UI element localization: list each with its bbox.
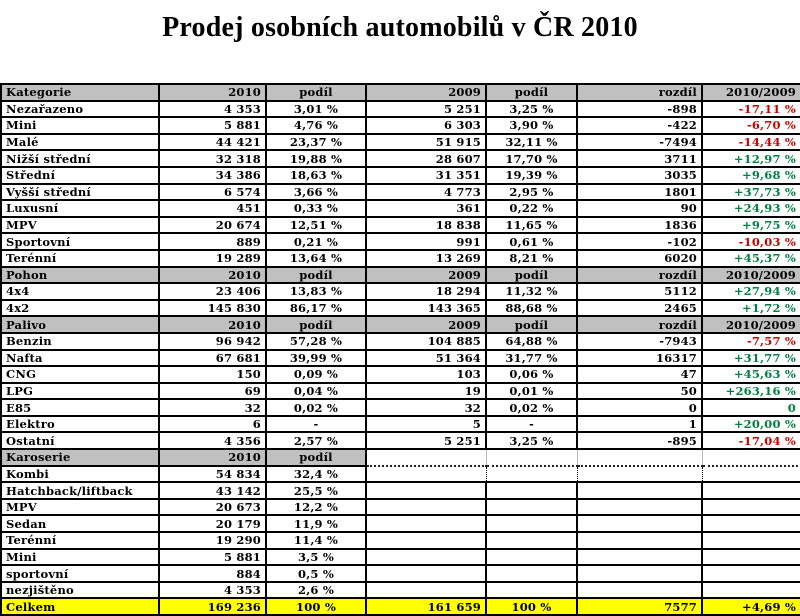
cell xyxy=(702,565,800,582)
row-label: Benzin xyxy=(1,333,159,350)
cell xyxy=(486,532,577,549)
row-label: Nižší střední xyxy=(1,150,159,167)
cell: 11,65 % xyxy=(486,217,577,234)
row-label: Ostatní xyxy=(1,432,159,449)
row-label: Nezařazeno xyxy=(1,101,159,118)
table-row xyxy=(1,350,800,367)
cell: 0,21 % xyxy=(266,233,366,250)
column-header: rozdíl xyxy=(577,316,702,333)
cell: +12,97 % xyxy=(702,150,800,167)
column-header xyxy=(577,449,702,466)
cell: 31,77 % xyxy=(486,350,577,367)
cell: +9,68 % xyxy=(702,167,800,184)
row-label: Vyšší střední xyxy=(1,184,159,201)
table-row xyxy=(1,333,800,350)
row-label: Terénní xyxy=(1,250,159,267)
row-label: CNG xyxy=(1,366,159,383)
cell: +24,93 % xyxy=(702,200,800,217)
cell: 4 356 xyxy=(159,432,266,449)
cell: 0,5 % xyxy=(266,565,366,582)
cell: 0 xyxy=(577,399,702,416)
cell: - xyxy=(266,416,366,433)
cell: 2,6 % xyxy=(266,582,366,599)
cell: 3,25 % xyxy=(486,432,577,449)
cell xyxy=(366,515,486,532)
table-row xyxy=(1,200,800,217)
cell xyxy=(577,515,702,532)
section-header-row-karoserie xyxy=(1,449,800,466)
cell: 86,17 % xyxy=(266,300,366,317)
column-header: 2010 xyxy=(159,449,266,466)
cell: 32 xyxy=(159,399,266,416)
column-header: podíl xyxy=(266,267,366,284)
table-row xyxy=(1,515,800,532)
cell xyxy=(577,466,702,483)
cell xyxy=(366,482,486,499)
cell: 145 830 xyxy=(159,300,266,317)
cell xyxy=(486,499,577,516)
cell: 67 681 xyxy=(159,350,266,367)
cell: 12,51 % xyxy=(266,217,366,234)
cell: 3,90 % xyxy=(486,117,577,134)
cell: 3035 xyxy=(577,167,702,184)
table-row xyxy=(1,482,800,499)
cell: 50 xyxy=(577,383,702,400)
table-row xyxy=(1,416,800,433)
cell: 3711 xyxy=(577,150,702,167)
sales-table xyxy=(0,83,800,616)
cell xyxy=(366,499,486,516)
cell xyxy=(577,549,702,566)
cell: 0,33 % xyxy=(266,200,366,217)
cell: 0,01 % xyxy=(486,383,577,400)
cell: +263,16 % xyxy=(702,383,800,400)
cell: 1801 xyxy=(577,184,702,201)
column-header: podíl xyxy=(266,316,366,333)
cell: 4 353 xyxy=(159,101,266,118)
cell xyxy=(577,565,702,582)
cell xyxy=(486,466,577,483)
table-row xyxy=(1,532,800,549)
page-title: Prodej osobních automobilů v ČR 2010 xyxy=(162,12,638,43)
column-header xyxy=(486,449,577,466)
cell: -895 xyxy=(577,432,702,449)
cell: +45,37 % xyxy=(702,250,800,267)
row-label: MPV xyxy=(1,499,159,516)
table-row xyxy=(1,217,800,234)
cell: 19 290 xyxy=(159,532,266,549)
cell: 889 xyxy=(159,233,266,250)
cell: 361 xyxy=(366,200,486,217)
row-label: nezjištěno xyxy=(1,582,159,599)
cell: 19,88 % xyxy=(266,150,366,167)
cell xyxy=(486,515,577,532)
cell: 991 xyxy=(366,233,486,250)
column-header: 2010/2009 xyxy=(702,267,800,284)
table-row xyxy=(1,300,800,317)
cell xyxy=(577,499,702,516)
cell: 5 251 xyxy=(366,101,486,118)
cell: 0 xyxy=(702,399,800,416)
total-cell: 169 236 xyxy=(159,598,266,615)
cell: 13,64 % xyxy=(266,250,366,267)
cell: -17,11 % xyxy=(702,101,800,118)
total-label: Celkem xyxy=(1,598,159,615)
row-label: 4x2 xyxy=(1,300,159,317)
cell: 20 179 xyxy=(159,515,266,532)
cell: -422 xyxy=(577,117,702,134)
cell: 0,02 % xyxy=(486,399,577,416)
cell: 47 xyxy=(577,366,702,383)
cell: 0,06 % xyxy=(486,366,577,383)
cell xyxy=(366,466,486,483)
cell xyxy=(486,565,577,582)
cell: 3,01 % xyxy=(266,101,366,118)
cell: 1 xyxy=(577,416,702,433)
cell: 88,68 % xyxy=(486,300,577,317)
cell xyxy=(366,582,486,599)
row-label: Elektro xyxy=(1,416,159,433)
table-row xyxy=(1,134,800,151)
cell: 32,4 % xyxy=(266,466,366,483)
cell: 43 142 xyxy=(159,482,266,499)
cell: 20 674 xyxy=(159,217,266,234)
column-header: 2010 xyxy=(159,84,266,101)
cell xyxy=(486,582,577,599)
cell: -14,44 % xyxy=(702,134,800,151)
cell: 18 294 xyxy=(366,283,486,300)
row-label: Kombi xyxy=(1,466,159,483)
cell: 150 xyxy=(159,366,266,383)
column-header: podíl xyxy=(266,84,366,101)
cell: 6 303 xyxy=(366,117,486,134)
column-header: 2009 xyxy=(366,84,486,101)
cell: 54 834 xyxy=(159,466,266,483)
row-label: Nafta xyxy=(1,350,159,367)
row-label: sportovní xyxy=(1,565,159,582)
section-header-row-pohon xyxy=(1,267,800,284)
cell: 103 xyxy=(366,366,486,383)
cell: -102 xyxy=(577,233,702,250)
cell: +31,77 % xyxy=(702,350,800,367)
cell: +1,72 % xyxy=(702,300,800,317)
column-header: podíl xyxy=(266,449,366,466)
cell: 19,39 % xyxy=(486,167,577,184)
cell: 6020 xyxy=(577,250,702,267)
cell: 16317 xyxy=(577,350,702,367)
cell: 5 881 xyxy=(159,117,266,134)
cell: 64,88 % xyxy=(486,333,577,350)
column-header: 2009 xyxy=(366,316,486,333)
cell xyxy=(486,549,577,566)
cell: 5 881 xyxy=(159,549,266,566)
row-label: Mini xyxy=(1,117,159,134)
cell: +9,75 % xyxy=(702,217,800,234)
cell: 96 942 xyxy=(159,333,266,350)
table-row xyxy=(1,549,800,566)
cell: 3,66 % xyxy=(266,184,366,201)
total-cell: 7577 xyxy=(577,598,702,615)
table-row xyxy=(1,582,800,599)
cell: 143 365 xyxy=(366,300,486,317)
cell: 3,25 % xyxy=(486,101,577,118)
table-row xyxy=(1,117,800,134)
total-cell: 100 % xyxy=(266,598,366,615)
section-header-label: Pohon xyxy=(1,267,159,284)
column-header: 2010 xyxy=(159,267,266,284)
cell: -17,04 % xyxy=(702,432,800,449)
cell: +45,63 % xyxy=(702,366,800,383)
cell: 451 xyxy=(159,200,266,217)
cell: -898 xyxy=(577,101,702,118)
section-header-row-kategorie xyxy=(1,84,800,101)
cell: 11,4 % xyxy=(266,532,366,549)
section-header-label: Palivo xyxy=(1,316,159,333)
column-header: rozdíl xyxy=(577,84,702,101)
cell: 5112 xyxy=(577,283,702,300)
cell: 19 289 xyxy=(159,250,266,267)
cell: 31 351 xyxy=(366,167,486,184)
total-cell: 161 659 xyxy=(366,598,486,615)
cell: 6 574 xyxy=(159,184,266,201)
cell: 69 xyxy=(159,383,266,400)
cell: 2465 xyxy=(577,300,702,317)
row-label: Terénní xyxy=(1,532,159,549)
cell xyxy=(366,532,486,549)
cell: 23 406 xyxy=(159,283,266,300)
cell: 0,09 % xyxy=(266,366,366,383)
cell: 5 xyxy=(366,416,486,433)
section-header-row-palivo xyxy=(1,316,800,333)
row-label: 4x4 xyxy=(1,283,159,300)
total-cell: +4,69 % xyxy=(702,598,800,615)
cell: 0,22 % xyxy=(486,200,577,217)
row-label: Malé xyxy=(1,134,159,151)
table-row xyxy=(1,432,800,449)
column-header: 2010 xyxy=(159,316,266,333)
cell: 3,5 % xyxy=(266,549,366,566)
table-row xyxy=(1,383,800,400)
cell: +27,94 % xyxy=(702,283,800,300)
cell: 20 673 xyxy=(159,499,266,516)
table-row xyxy=(1,565,800,582)
cell xyxy=(577,582,702,599)
cell: 12,2 % xyxy=(266,499,366,516)
total-row xyxy=(1,598,800,615)
row-label: Sportovní xyxy=(1,233,159,250)
cell: 11,9 % xyxy=(266,515,366,532)
cell: 34 386 xyxy=(159,167,266,184)
column-header xyxy=(702,449,800,466)
cell: 57,28 % xyxy=(266,333,366,350)
cell: 104 885 xyxy=(366,333,486,350)
cell: 11,32 % xyxy=(486,283,577,300)
cell xyxy=(702,582,800,599)
column-header xyxy=(366,449,486,466)
table-row xyxy=(1,283,800,300)
cell: 0,61 % xyxy=(486,233,577,250)
cell: 39,99 % xyxy=(266,350,366,367)
table-row xyxy=(1,233,800,250)
section-header-label: Kategorie xyxy=(1,84,159,101)
column-header: podíl xyxy=(486,84,577,101)
table-row xyxy=(1,366,800,383)
cell: 19 xyxy=(366,383,486,400)
cell: 90 xyxy=(577,200,702,217)
cell: 32 xyxy=(366,399,486,416)
column-header: podíl xyxy=(486,267,577,284)
cell xyxy=(702,466,800,483)
cell: 32,11 % xyxy=(486,134,577,151)
cell: 4 773 xyxy=(366,184,486,201)
cell: 17,70 % xyxy=(486,150,577,167)
cell: 2,57 % xyxy=(266,432,366,449)
cell: -10,03 % xyxy=(702,233,800,250)
table-row xyxy=(1,399,800,416)
sales-table-body xyxy=(1,84,800,615)
table-row xyxy=(1,499,800,516)
cell: 13 269 xyxy=(366,250,486,267)
row-label: Sedan xyxy=(1,515,159,532)
row-label: LPG xyxy=(1,383,159,400)
cell: +37,73 % xyxy=(702,184,800,201)
cell: 51 364 xyxy=(366,350,486,367)
cell: 32 318 xyxy=(159,150,266,167)
cell xyxy=(366,565,486,582)
cell: 4 353 xyxy=(159,582,266,599)
cell xyxy=(702,515,800,532)
section-header-label: Karoserie xyxy=(1,449,159,466)
cell: 0,02 % xyxy=(266,399,366,416)
cell: 5 251 xyxy=(366,432,486,449)
cell: 884 xyxy=(159,565,266,582)
cell: -6,70 % xyxy=(702,117,800,134)
cell: - xyxy=(486,416,577,433)
cell: 28 607 xyxy=(366,150,486,167)
row-label: Mini xyxy=(1,549,159,566)
cell: 0,04 % xyxy=(266,383,366,400)
cell: 2,95 % xyxy=(486,184,577,201)
table-row xyxy=(1,150,800,167)
cell: 18 838 xyxy=(366,217,486,234)
cell: 51 915 xyxy=(366,134,486,151)
cell: 23,37 % xyxy=(266,134,366,151)
table-row xyxy=(1,466,800,483)
row-label: Luxusní xyxy=(1,200,159,217)
row-label: E85 xyxy=(1,399,159,416)
cell xyxy=(486,482,577,499)
cell: 13,83 % xyxy=(266,283,366,300)
cell xyxy=(577,532,702,549)
column-header: 2010/2009 xyxy=(702,84,800,101)
table-row xyxy=(1,101,800,118)
cell xyxy=(577,482,702,499)
cell: -7494 xyxy=(577,134,702,151)
cell xyxy=(702,549,800,566)
cell: -7,57 % xyxy=(702,333,800,350)
row-label: MPV xyxy=(1,217,159,234)
cell: 6 xyxy=(159,416,266,433)
row-label: Střední xyxy=(1,167,159,184)
cell: 18,63 % xyxy=(266,167,366,184)
table-row xyxy=(1,167,800,184)
cell xyxy=(702,532,800,549)
row-label: Hatchback/liftback xyxy=(1,482,159,499)
table-row xyxy=(1,250,800,267)
cell: -7943 xyxy=(577,333,702,350)
table-row xyxy=(1,184,800,201)
column-header: rozdíl xyxy=(577,267,702,284)
column-header: 2010/2009 xyxy=(702,316,800,333)
cell: 4,76 % xyxy=(266,117,366,134)
cell: 44 421 xyxy=(159,134,266,151)
cell: 1836 xyxy=(577,217,702,234)
column-header: podíl xyxy=(486,316,577,333)
cell xyxy=(366,549,486,566)
cell xyxy=(702,482,800,499)
cell: 25,5 % xyxy=(266,482,366,499)
cell: 8,21 % xyxy=(486,250,577,267)
total-cell: 100 % xyxy=(486,598,577,615)
column-header: 2009 xyxy=(366,267,486,284)
cell xyxy=(702,499,800,516)
cell: +20,00 % xyxy=(702,416,800,433)
